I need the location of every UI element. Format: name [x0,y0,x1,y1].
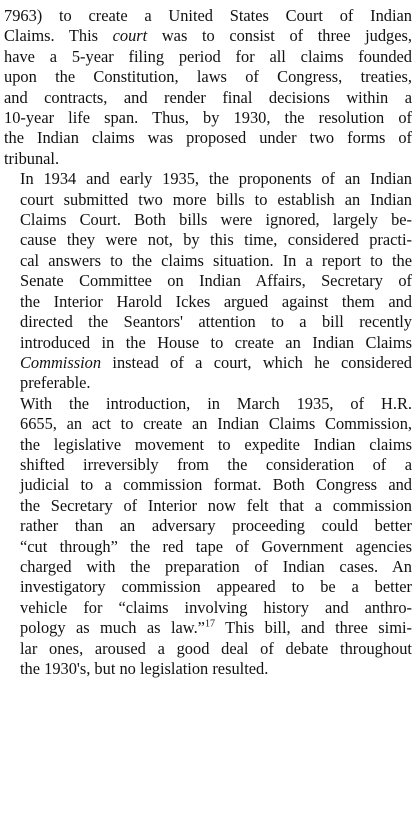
text-run: charged with the preparation of Indian cases. An [20,556,412,576]
text-run: cause they were not, by this time, considered practi- [20,230,412,250]
text-run: the Secretary of Interior now felt that a commission [20,495,412,515]
italic-term: Commission [20,352,102,372]
text-run: rather than an adversary proceeding could better [20,516,412,536]
text-line [4,435,412,455]
text-run: the Interior Harold Ickes argued against them and [20,291,412,311]
text-run: Claims. This [4,26,113,46]
text-run: This bill, and three simi- [214,618,412,638]
text-line [4,516,412,536]
footnote-ref: 17 [204,618,215,630]
text-run: judicial to a commission format. Both Congress and [20,475,412,495]
paragraph-1 [4,6,412,169]
text-line [4,353,412,373]
text-run: the legislative movement to expedite Indian claims [20,434,412,454]
text-run: have a 5-year filing period for all claims founded [4,46,412,66]
text-run: 10-year life span. Thus, by 1930, the resolution of [4,108,412,128]
text-line [4,271,412,291]
text-run: cal answers to the claims situation. In a report to the [20,250,412,270]
text-line [4,455,412,475]
text-run: directed the Seantors' attention to a bill recently [20,312,412,332]
italic-term: court [112,26,148,46]
text-run: 7963) to create a United States Court of Indian [4,6,412,25]
text-line [4,190,412,210]
text-run: With the introduction, in March 1935, of H.R. [20,393,412,413]
text-line [4,373,412,393]
text-line [4,6,412,26]
text-line [4,88,412,108]
text-line [4,639,412,659]
text-line [4,618,412,638]
text-run: court submitted two more bills to establish an Indian [20,189,412,209]
text-run: Senate Committee on Indian Affairs, Secretary of [20,271,412,291]
text-line [4,312,412,332]
text-run: vehicle for “claims involving history and anthro- [20,597,412,617]
text-run: instead of a court, which he considered [101,352,412,372]
text-line [4,210,412,230]
text-run: 6655, an act to create an Indian Claims Commission, [20,414,412,434]
text-run: preferable. [20,373,91,393]
text-line [4,230,412,250]
text-run: the 1930's, but no legislation resulted. [20,659,269,678]
text-line [4,67,412,87]
text-run: shifted irreversibly from the consideration of a [20,454,412,474]
text-run: introduced in the House to create an Indian Claims [20,332,412,352]
text-line [4,577,412,597]
text-line [4,537,412,557]
text-run: Claims Court. Both bills were ignored, largely be- [20,210,412,230]
text-line [4,557,412,577]
text-line [4,149,412,169]
text-line [4,394,412,414]
paragraph-3 [4,394,412,680]
text-line [4,251,412,271]
text-run: upon the Constitution, laws of Congress, treaties, [4,67,412,87]
text-run: lar ones, aroused a good deal of debate throughout [20,638,412,658]
text-line [4,598,412,618]
paragraph-2 [4,169,412,393]
text-line [4,128,412,148]
text-run: “cut through” the red tape of Government agencies [20,536,412,556]
text-line [4,47,412,67]
text-line [4,414,412,434]
text-run: investigatory commission appeared to be a better [20,577,412,597]
text-line [4,475,412,495]
text-line [4,108,412,128]
document-page [4,6,412,679]
text-run: and contracts, and render final decisions within a [4,87,412,107]
text-line [4,496,412,516]
text-run: was to consist of three judges, [147,26,412,46]
text-run: tribunal. [4,148,60,168]
text-line [4,333,412,353]
text-line [4,292,412,312]
text-line [4,659,412,679]
text-line [4,26,412,46]
text-run: In 1934 and early 1935, the proponents of an Indian [20,169,412,189]
text-run: the Indian claims was proposed under two forms of [4,128,412,148]
text-run: pology as much as law.” [20,618,205,638]
text-line [4,169,412,189]
